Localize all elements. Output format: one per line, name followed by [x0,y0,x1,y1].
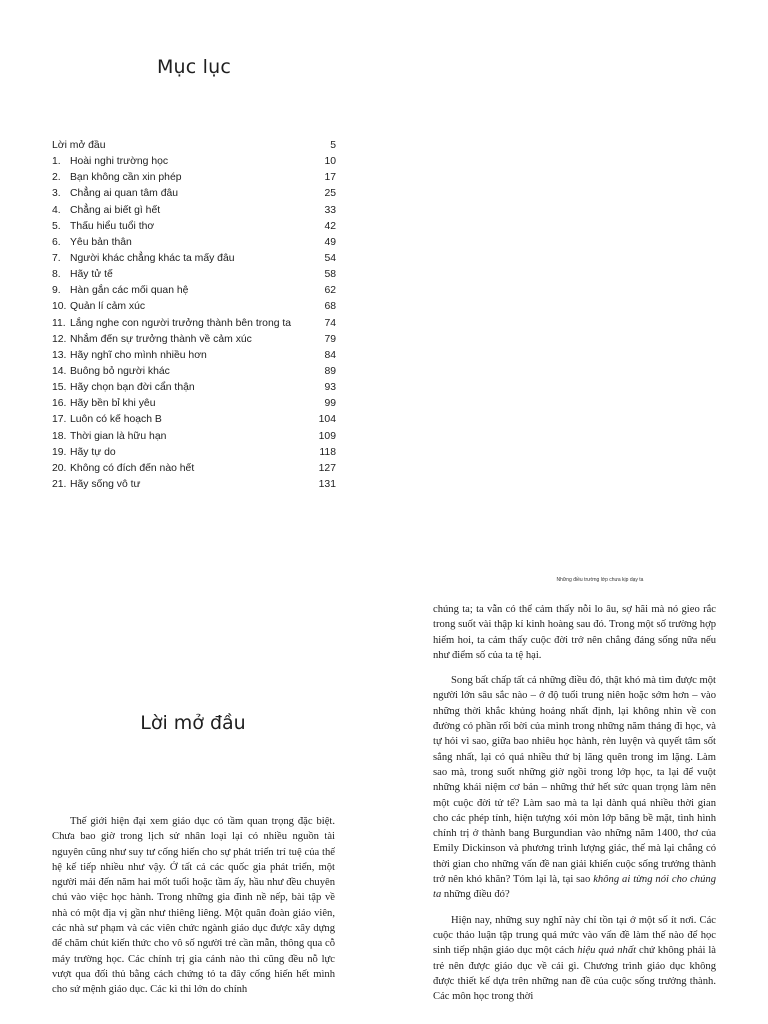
toc-row[interactable] [52,170,336,186]
toc-row[interactable] [52,429,336,445]
toc-label: Bạn không cần xin phép [70,172,182,184]
toc-label: Lắng nghe con người trưởng thành bên trong ta [70,317,292,329]
toc-row-intro[interactable] [52,138,336,154]
toc-page-number: 89 [324,365,336,377]
toc-page-number: 62 [324,285,336,297]
toc-number: 10. [52,301,67,313]
toc-label: Chẳng ai quan tâm đâu [70,188,179,200]
toc-label: Người khác chẳng khác ta mấy đâu [70,252,235,264]
toc-row[interactable] [52,299,336,315]
toc-number: 20. [52,462,67,474]
toc-row[interactable] [52,219,336,235]
toc-row[interactable] [52,332,336,348]
toc-page-number: 131 [318,478,336,490]
toc-number: 19. [52,446,67,458]
toc-page-number: 10 [324,156,336,168]
toc-page-number: 99 [324,398,336,410]
toc-number: 11. [52,317,66,329]
toc-row[interactable] [52,348,336,364]
toc-page-number: 17 [324,172,336,184]
toc-number: 5. [52,220,61,232]
toc-page-number: 109 [318,430,336,442]
italic-text: không ai từng nói cho chúng ta [433,874,716,901]
toc-number: 4. [52,204,61,216]
toc-number: 1. [52,156,61,168]
toc-page-number: 84 [324,349,336,361]
toc-row[interactable] [52,251,336,267]
toc-row[interactable] [52,154,336,170]
toc-number: 16. [52,398,67,410]
toc-number: 13. [52,349,67,361]
toc-number: 8. [52,269,61,281]
right-text-column [433,602,716,1024]
toc-label: Thấu hiểu tuổi thơ [70,220,155,232]
toc-row[interactable] [52,235,336,251]
toc-number: 3. [52,188,61,200]
toc-page-number: 68 [324,301,336,313]
chapter-title: Lời mở đầu [140,712,246,734]
toc-label: Hãy chọn bạn đời cẩn thận [70,382,195,394]
toc-number: 12. [52,333,67,345]
toc-row[interactable] [52,186,336,202]
toc-page-number: 127 [318,462,336,474]
toc-page-number: 118 [319,446,336,458]
toc-number: 21. [52,478,67,490]
toc-label: Buông bỏ người khác [70,365,170,377]
text-run: những điều đó? [441,889,510,901]
toc-label: Nhắm đến sự trưởng thành về cảm xúc [70,333,252,345]
toc-label: Yêu bản thân [70,236,132,248]
toc-title: Mục lục [156,56,232,78]
toc-page-number: 58 [324,269,336,281]
toc-number: 15. [52,382,67,394]
toc-number: 2. [52,172,61,184]
toc-number: 17. [52,414,67,426]
toc-label: Lời mở đầu [52,140,106,151]
toc-row[interactable] [52,283,336,299]
toc-row[interactable] [52,477,336,493]
body-paragraph: Thế giới hiện đại xem giáo dục có tầm quan trọng đặc biệt. Chưa bao giờ trong lịch sử nhân loại lại có nhiều nguồn tài nguyên cũng như suy tư cống hiến cho sự phát triển trí tuệ của thế hệ kế tiếp nhiều như vậy. Ở tất cả các quốc gia phát triển, một người mải đến năm hai mốt tuổi hoặc tầm ấy, hầu như đều chuyên chú vào việc học hành. Trong những gia đình nề nếp, bài tập về nhà có một địa vị gần như thiêng liêng. Một quân đoàn giáo viên, các nhà sư phạm và các viên chức ngành giáo dục được xây dựng để chăm chút kiến thức cho vô số người trẻ cần mẫn, thông qua cỗ máy trường học. Các chính trị gia cánh nào thì cũng đều nỗ lực vượt qua đối thủ bằng cách chứng tỏ ta đây cống hiến hết mình cho sứ mệnh giáo dục. Các kì thi lớn do chính [52,816,335,996]
toc-page-number: 25 [324,188,336,200]
toc-page-number: 33 [324,204,336,216]
left-text-column [52,814,335,1024]
body-paragraph [433,913,716,1005]
toc-row[interactable] [52,396,336,412]
toc-row[interactable] [52,412,336,428]
toc-label: Không có đích đến nào hết [70,462,195,474]
toc-row[interactable] [52,461,336,477]
toc-page-number: 79 [324,333,336,345]
toc-page-number: 5 [330,140,336,151]
body-paragraph [433,673,716,902]
toc-page-number: 104 [318,414,336,426]
toc-label: Hãy bền bỉ khi yêu [70,398,156,410]
toc-row[interactable] [52,203,336,219]
toc-page-number: 74 [324,317,336,329]
toc-label: Hãy tự do [70,446,116,458]
toc-number: 18. [52,430,67,442]
toc-label: Hãy sống vô tư [70,478,141,490]
toc-label: Luôn có kế hoạch B [70,414,162,426]
toc-label: Hãy nghĩ cho mình nhiều hơn [70,349,207,361]
toc-label: Thời gian là hữu hạn [70,430,167,442]
toc-row[interactable] [52,267,336,283]
toc-number: 6. [52,236,61,248]
toc-row[interactable] [52,364,336,380]
toc-label: Hàn gắn các mối quan hệ [70,285,189,297]
toc-page-number: 42 [324,220,336,232]
toc-row[interactable] [52,316,336,332]
toc-number: 9. [52,285,61,297]
body-paragraph: chúng ta; ta vẫn có thể cảm thấy nỗi lo âu, sợ hãi mà nó gieo rắc trong suốt vài thập kỉ kinh hoàng sau đó. Trong một số trường hợp hiếm hoi, ta cảm thấy cuộc đời trở nên chẳng đáng sống nữa nếu như điểm số của ta tệ hại. [433,604,716,661]
toc-page-number: 49 [324,236,336,248]
toc-number: 7. [52,252,61,264]
toc-label: Chẳng ai biết gì hết [70,204,161,216]
table-of-contents [52,138,336,493]
toc-number: 14. [52,365,67,377]
text-run: Song bất chấp tất cả những điều đó, thật khó mà tìm được một người lớn sâu sắc nào – ở độ tuổi trung niên hoặc sớm hơn – vào những thời khắc khủng hoảng nhất định, lại không nhìn về con đường có phần rối bời của mình trong những năm tháng đi học, và tự hỏi vì sao, giữa bao nhiêu học hành, rèn luyện và quyết tâm sốt sắng nhất, lại có quá nhiều thứ bị lãng quên trong im lặng. Làm sao mà, trong suốt những giờ ngồi trong lớp học, ta lại để vuột những khái niệm cơ bản – những thứ hết sức quan trọng làm nên một cuộc đời tử tế? Làm sao mà ta lại dành quá nhiều thời gian cho các phép tính, hiện tượng xói mòn lớp băng bề mặt, tình hình chính trị ở thành bang Burgundian vào những năm 1400, thơ của Emily Dickinson và phương trình lượng giác, thế mà lại chẳng có thời gian cho những vấn đề nan giải khiến cuộc sống trưởng thành trở nên khó khăn? Tóm lại là, tại sao [433,675,716,886]
toc-row[interactable] [52,445,336,461]
text-run: chứ không phải là trẻ nên được giáo dục về cái gì. Chương trình giáo dục không được thiết kế dựa trên những nan đề của cuộc sống trưởng thành. Các môn học trong thời [433,945,716,1003]
toc-row[interactable] [52,380,336,396]
running-head: Những điều trường lớp chưa kịp dạy ta [556,577,644,583]
toc-label: Hoài nghi trường học [70,156,169,168]
toc-label: Quản lí cảm xúc [70,301,146,313]
toc-page-number: 54 [324,252,336,264]
italic-text: hiệu quả nhất [577,945,637,957]
toc-label: Hãy tử tế [70,269,113,281]
toc-page-number: 93 [324,382,336,394]
text-run: Hiện nay, những suy nghĩ này chỉ tồn tại ở một số ít nơi. Các cuộc thảo luận tập trung quá mức vào vấn đề làm thế nào để học sinh tiếp nhận giáo dục một cách [433,914,716,957]
